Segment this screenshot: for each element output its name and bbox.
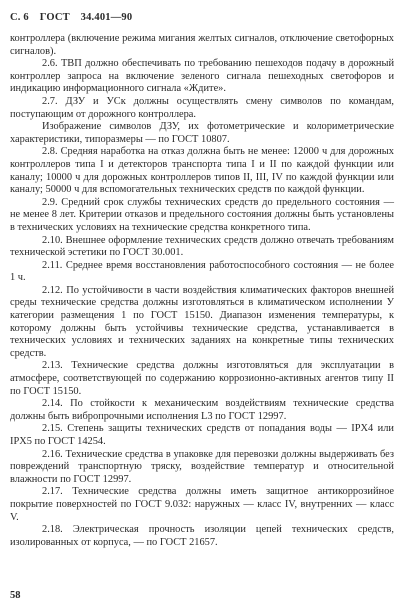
paragraph-2-6: 2.6. ТВП должно обеспечивать по требованию пешеходов подачу в дорожный контроллер запроса на включение зеленого сигнала пешеходных светофоров и индикацию информационного сигнала «Ждите». bbox=[10, 58, 394, 95]
document-body bbox=[10, 33, 394, 549]
paragraph-2-11: 2.11. Среднее время восстановления работоспособного состояния — не более 1 ч. bbox=[10, 259, 394, 284]
header-page-label: С. 6 bbox=[10, 12, 29, 23]
paragraph-2-10: 2.10. Внешнее оформление технических средств должно отвечать требованиям технической эстетики по ГОСТ 30.001. bbox=[10, 234, 394, 259]
header-standard-code: 34.401—90 bbox=[80, 12, 133, 23]
paragraph-2-13: 2.13. Технические средства должны изготовляться для эксплуатации в атмосфере, соответствующей по содержанию коррозионно-активных агентов типу II по ГОСТ 15150. bbox=[10, 360, 394, 397]
paragraph-2-16: 2.16. Технические средства в упаковке для перевозки должны выдерживать без повреждений транспортную тряску, воздействие температур и относительной влажности по ГОСТ 12997. bbox=[10, 448, 394, 485]
paragraph-continuation: контроллера (включение режима мигания желтых сигналов, отключение светофорных сигналов). bbox=[10, 33, 394, 57]
page-number: 58 bbox=[10, 590, 21, 601]
paragraph-symbols: Изображение символов ДЗУ, их фотометрические и колориметрические характеристики, типоразмеры — по ГОСТ 10807. bbox=[10, 121, 394, 145]
header-standard: ГОСТ bbox=[39, 12, 70, 23]
paragraph-2-14: 2.14. По стойкости к механическим воздействиям технические средства должны быть вибропрочными исполнения L3 по ГОСТ 12997. bbox=[10, 398, 394, 422]
page-header bbox=[10, 12, 132, 23]
paragraph-2-12: 2.12. По устойчивости в части воздействия климатических факторов внешней среды технические средства должны изготовляться в климатическом исполнении У категории размещения 1 по ГОСТ 15150. Диапазон изменения температуры, к которому должны быть устойчивы технические средства, устанавливается в технических условиях и технических заданиях на конкретные типы технических средств. bbox=[10, 284, 394, 359]
paragraph-2-9: 2.9. Средний срок службы технических средств до предельного состояния — не менее 8 лет. Критерии отказов и предельного состояния должны быть установлены в технических условиях на технические средства конкретного типа. bbox=[10, 196, 394, 233]
paragraph-2-7: 2.7. ДЗУ и УСк должны осуществлять смену символов по командам, поступающим от дорожного контроллера. bbox=[10, 95, 394, 120]
paragraph-2-15: 2.15. Степень защиты технических средств от попадания воды — IPX4 или IPX5 по ГОСТ 14254. bbox=[10, 423, 394, 447]
paragraph-2-17: 2.17. Технические средства должны иметь защитное антикоррозийное покрытие поверхностей по ГОСТ 9.032: наружных — класс IV, внутренних — класс V. bbox=[10, 486, 394, 523]
paragraph-2-18: 2.18. Электрическая прочность изоляции цепей технических средств, изолированных от корпуса, — по ГОСТ 21657. bbox=[10, 524, 394, 548]
paragraph-2-8: 2.8. Средняя наработка на отказ должна быть не менее: 12000 ч для дорожных контроллеров типа I и детекторов транспорта типа I и II по каждой функции или каналу; 10000 ч для дорожных контроллеров типов II, III, IV по каждой функции или каналу; 50000 ч для вспомогательных технических средств по каждой функции. bbox=[10, 146, 394, 196]
